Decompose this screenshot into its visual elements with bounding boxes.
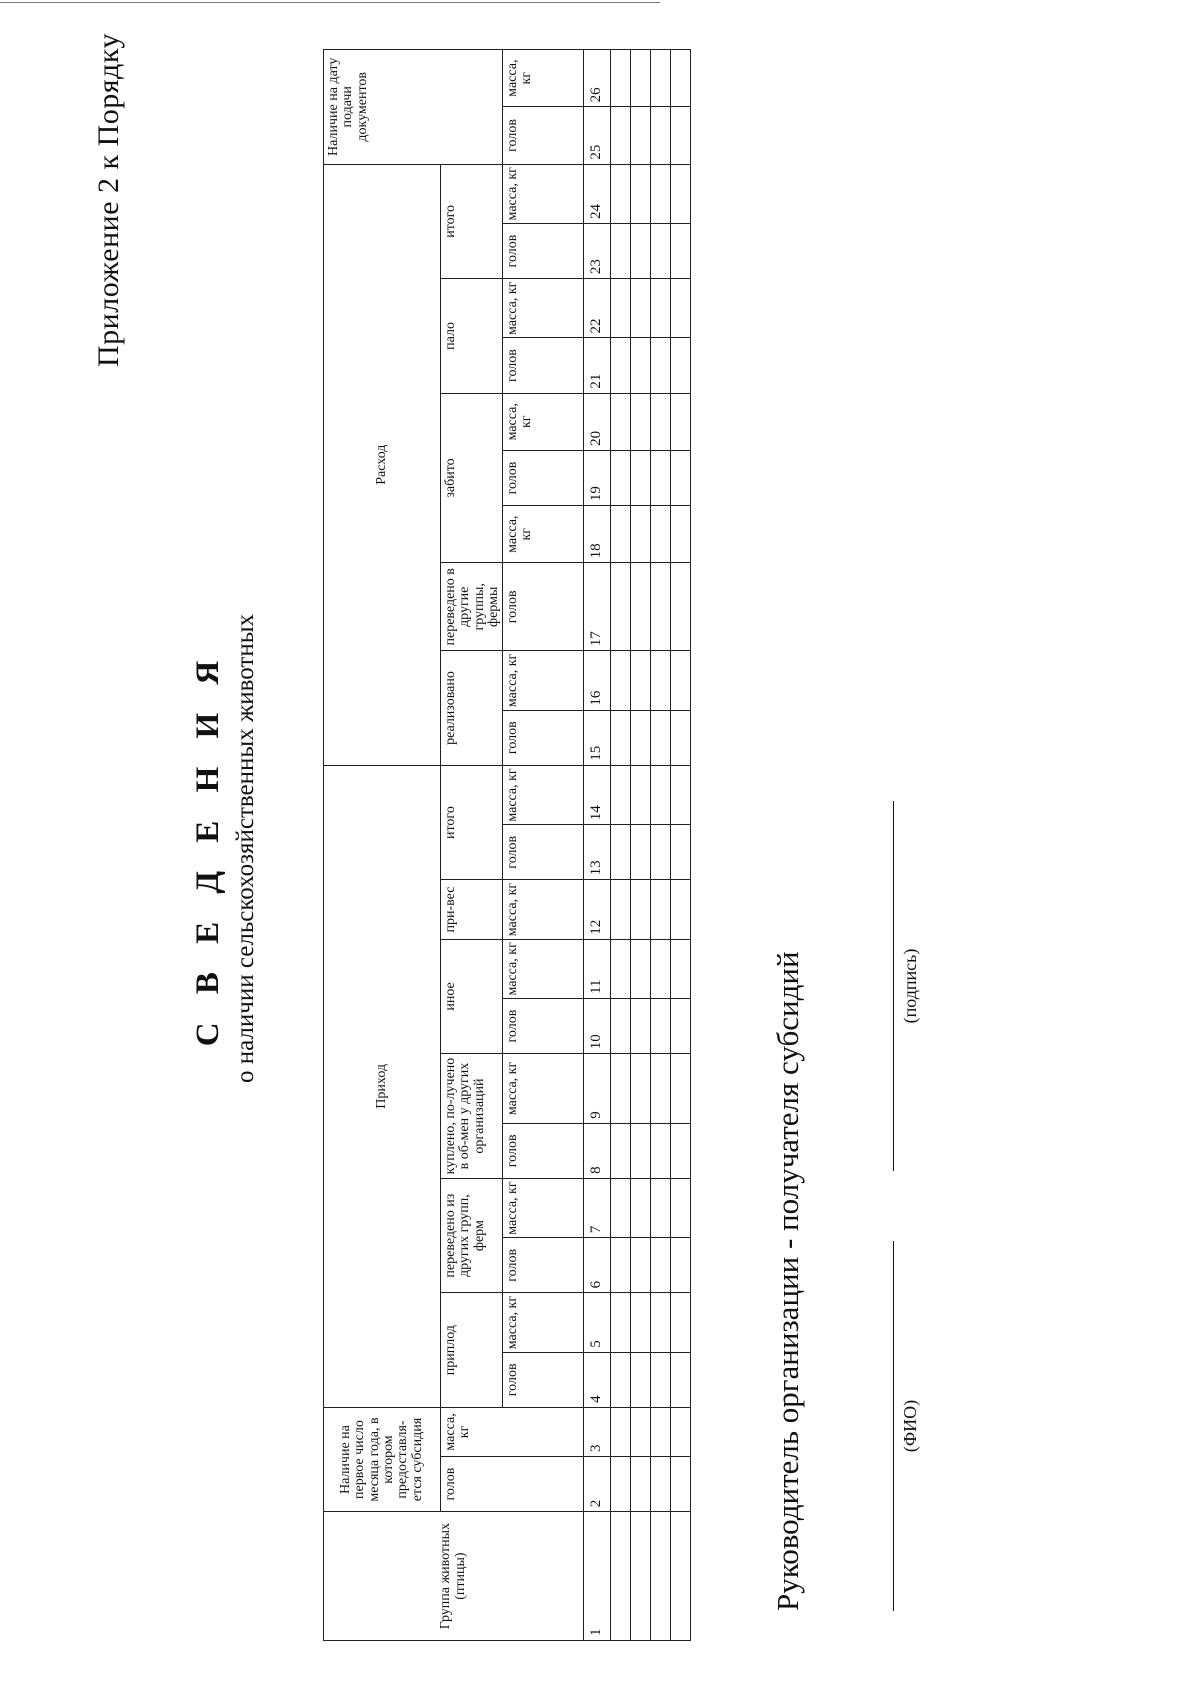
table-cell [651, 939, 671, 998]
fio-signature-line [893, 1241, 894, 1611]
column-number-cell: 10 [584, 998, 611, 1053]
header-sold-mass: масса, кг [503, 651, 584, 710]
header-purchased-mass: масса, кг [503, 1054, 584, 1124]
header-other-mass: масса, кг [503, 939, 584, 998]
table-cell [611, 1238, 631, 1293]
column-number-cell: 13 [584, 825, 611, 880]
table-cell [671, 939, 691, 998]
header-other-heads: голов [503, 998, 584, 1053]
table-cell [611, 1456, 631, 1511]
table-cell [671, 651, 691, 710]
table-cell [631, 1178, 651, 1237]
header-purchased: куплено, по-лучено в об-мен у других организаций [441, 1054, 503, 1179]
table-cell [651, 563, 671, 651]
table-cell [651, 710, 671, 765]
column-number-cell: 9 [584, 1054, 611, 1124]
table-cell [611, 1123, 631, 1178]
column-number-cell: 4 [584, 1352, 611, 1407]
column-number-cell: 21 [584, 338, 611, 393]
table-cell [631, 710, 651, 765]
table-cell [651, 1054, 671, 1124]
table-cell [651, 338, 671, 393]
header-transferred-out: переведено в другие группы, фермы [441, 563, 503, 651]
table-cell [671, 1178, 691, 1237]
table-cell [671, 223, 691, 278]
header-closing-heads: голов [503, 107, 584, 164]
table-cell [671, 1054, 691, 1124]
table-row [671, 50, 691, 1641]
header-offspring-mass: масса, кг [503, 1293, 584, 1352]
fio-caption: (ФИО) [900, 1399, 920, 1453]
header-weight-gain-mass: масса, кг [503, 880, 584, 939]
column-number-cell: 8 [584, 1123, 611, 1178]
header-transferred-in-heads: голов [503, 1238, 584, 1293]
table-cell [651, 1456, 671, 1511]
table-cell [671, 164, 691, 223]
header-income-total-heads: голов [503, 825, 584, 880]
header-income-total: итого [441, 765, 503, 880]
table-cell [651, 50, 671, 107]
column-number-cell: 23 [584, 223, 611, 278]
document-subtitle: о наличии сельскохозяйственных животных [232, 613, 259, 1084]
table-cell [631, 765, 651, 824]
table-cell [671, 765, 691, 824]
header-died-heads: голов [503, 338, 584, 393]
table-cell [631, 393, 651, 450]
table-cell [671, 338, 691, 393]
table-cell [611, 710, 631, 765]
table-cell [631, 107, 651, 164]
header-transferred-in: переведено из других групп, ферм [441, 1178, 503, 1293]
table-cell [631, 223, 651, 278]
column-number-cell: 15 [584, 710, 611, 765]
table-cell [611, 1293, 631, 1352]
table-cell [651, 223, 671, 278]
table-cell [651, 1352, 671, 1407]
table-cell [611, 223, 631, 278]
column-number-cell: 26 [584, 50, 611, 107]
table-cell [671, 1293, 691, 1352]
header-slaughtered-mass-a: масса, кг [503, 506, 584, 563]
table-cell [631, 1123, 651, 1178]
table-cell [611, 393, 631, 450]
table-cell [611, 107, 631, 164]
table-cell [611, 825, 631, 880]
table-cell [671, 710, 691, 765]
table-cell [651, 1407, 671, 1456]
column-number-cell: 20 [584, 393, 611, 450]
table-cell [611, 1054, 631, 1124]
table-cell [651, 393, 671, 450]
table-cell [671, 998, 691, 1053]
table-cell [611, 1407, 631, 1456]
table-cell [671, 1238, 691, 1293]
table-cell [631, 1407, 651, 1456]
header-slaughtered-mass-b: масса, кг [503, 393, 584, 450]
sign-caption: (подпись) [900, 948, 920, 1024]
header-transferred-out-heads: голов [503, 563, 584, 651]
table-cell [631, 338, 651, 393]
table-cell [651, 506, 671, 563]
table-row [631, 50, 651, 1641]
table-cell [631, 1352, 651, 1407]
sign-signature-line [893, 801, 894, 1171]
table-cell [631, 164, 651, 223]
column-number-cell: 1 [584, 1512, 611, 1641]
table-cell [611, 765, 631, 824]
table-cell [651, 1238, 671, 1293]
table-cell [671, 1456, 691, 1511]
table-cell [651, 107, 671, 164]
table-cell [651, 164, 671, 223]
column-number-cell: 2 [584, 1456, 611, 1511]
table-cell [671, 50, 691, 107]
header-sold: реализовано [441, 651, 503, 766]
table-cell [651, 765, 671, 824]
table-cell [631, 825, 651, 880]
table-cell [611, 1512, 631, 1641]
table-cell [611, 338, 631, 393]
table-cell [651, 1123, 671, 1178]
header-transferred-in-mass: масса, кг [503, 1178, 584, 1237]
table-cell [631, 1512, 651, 1641]
appendix-label: Приложение 2 к Порядку [92, 33, 125, 367]
column-number-cell: 25 [584, 107, 611, 164]
table-cell [671, 880, 691, 939]
table-cell [651, 880, 671, 939]
header-income-total-mass: масса, кг [503, 765, 584, 824]
column-number-cell: 11 [584, 939, 611, 998]
header-expense: Расход [324, 164, 441, 765]
table-cell [651, 1512, 671, 1641]
table-row [651, 50, 671, 1641]
header-opening-mass: масса, кг [441, 1407, 584, 1456]
table-cell [611, 998, 631, 1053]
header-weight-gain: при-вес [441, 880, 503, 939]
header-expense-total-mass: масса, кг [503, 164, 584, 223]
table-cell [631, 50, 651, 107]
table-cell [631, 880, 651, 939]
table-cell [611, 563, 631, 651]
table-cell [671, 1123, 691, 1178]
header-expense-total: итого [441, 164, 503, 279]
table-cell [651, 825, 671, 880]
table-cell [611, 450, 631, 505]
table-cell [611, 651, 631, 710]
header-opening-balance: Наличие на первое число месяца года, в котором предоставля-ется субсидия [324, 1407, 441, 1511]
table-cell [611, 50, 631, 107]
column-number-cell: 7 [584, 1178, 611, 1237]
table-cell [631, 279, 651, 338]
header-purchased-heads: голов [503, 1123, 584, 1178]
header-closing-balance: Наличие на дату подачи документов [324, 50, 503, 165]
table-cell [611, 939, 631, 998]
table-cell [611, 506, 631, 563]
table-cell [671, 506, 691, 563]
table-cell [671, 107, 691, 164]
header-expense-total-heads: голов [503, 223, 584, 278]
table-cell [671, 279, 691, 338]
column-number-cell: 3 [584, 1407, 611, 1456]
table-cell [631, 939, 651, 998]
column-number-cell: 24 [584, 164, 611, 223]
column-number-cell: 6 [584, 1238, 611, 1293]
table-cell [671, 450, 691, 505]
column-number-cell: 22 [584, 279, 611, 338]
header-slaughtered: забито [441, 393, 503, 563]
header-income: Приход [324, 765, 441, 1407]
column-number-cell: 19 [584, 450, 611, 505]
table-cell [651, 998, 671, 1053]
column-number-cell: 16 [584, 651, 611, 710]
column-number-cell: 14 [584, 765, 611, 824]
signature-label: Руководитель организации - получателя субсидий [770, 951, 805, 1611]
table-cell [631, 651, 651, 710]
table-cell [671, 393, 691, 450]
document-title: С В Е Д Е Н И Я [190, 650, 226, 1047]
header-slaughtered-heads: голов [503, 450, 584, 505]
table-row [611, 50, 631, 1641]
header-closing-mass: масса, кг [503, 50, 584, 107]
header-animal-group: Группа животных (птицы) [324, 1512, 584, 1641]
table-cell [631, 450, 651, 505]
header-died-mass: масса, кг [503, 279, 584, 338]
table-cell [611, 164, 631, 223]
table-cell [611, 279, 631, 338]
table-cell [651, 1293, 671, 1352]
table-cell [671, 1407, 691, 1456]
table-cell [671, 1352, 691, 1407]
table-cell [631, 1293, 651, 1352]
header-sold-heads: голов [503, 710, 584, 765]
table-cell [671, 825, 691, 880]
table-cell [631, 563, 651, 651]
header-offspring: приплод [441, 1293, 503, 1408]
table-cell [651, 279, 671, 338]
table-cell [631, 1456, 651, 1511]
table-cell [631, 1054, 651, 1124]
table-cell [671, 563, 691, 651]
table-cell [671, 1512, 691, 1641]
table-cell [631, 1238, 651, 1293]
table-cell [651, 651, 671, 710]
header-opening-heads: голов [441, 1456, 584, 1511]
column-number-cell: 12 [584, 880, 611, 939]
header-died: пало [441, 279, 503, 394]
table-cell [611, 1178, 631, 1237]
column-number-cell: 18 [584, 506, 611, 563]
column-number-cell: 5 [584, 1293, 611, 1352]
table-cell [611, 1352, 631, 1407]
table-cell [651, 1178, 671, 1237]
header-other: иное [441, 939, 503, 1054]
column-number-row [584, 50, 611, 1641]
column-number-cell: 17 [584, 563, 611, 651]
table-cell [631, 506, 651, 563]
table-cell [651, 450, 671, 505]
header-offspring-heads: голов [503, 1352, 584, 1407]
livestock-table [323, 49, 691, 1641]
table-cell [631, 998, 651, 1053]
table-cell [611, 880, 631, 939]
